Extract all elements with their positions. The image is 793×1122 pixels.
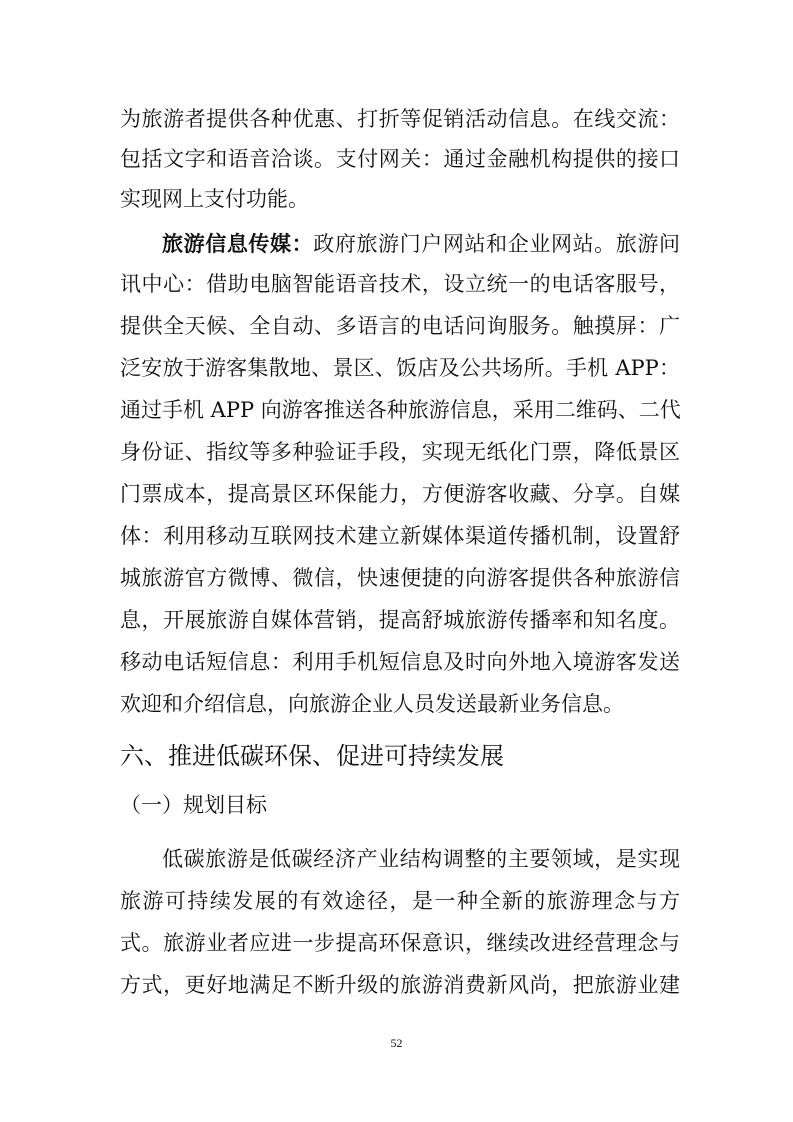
- section-heading: 六、推进低碳环保、促进可持续发展: [120, 742, 504, 770]
- body-line: 讯中心：借助电脑智能语音技术，设立统一的电话客服号，: [120, 272, 680, 296]
- page-number: 52: [390, 1036, 403, 1050]
- body-line: 包括文字和语音洽谈。支付网关：通过金融机构提供的接口: [120, 147, 680, 171]
- body-line: 方式，更好地满足不断升级的旅游消费新风尚，把旅游业建: [120, 973, 680, 997]
- body-line: 息，开展旅游自媒体营销，提高舒城旅游传播率和知名度。: [120, 608, 680, 632]
- body-line: 提供全天候、全自动、多语言的电话问询服务。触摸屏：广: [120, 314, 680, 338]
- body-line: 城旅游官方微博、微信，快速便捷的向游客提供各种旅游信: [120, 566, 680, 590]
- body-line: 泛安放于游客集散地、景区、饭店及公共场所。手机 APP：: [120, 356, 680, 380]
- body-line: 式。旅游业者应进一步提高环保意识，继续改进经营理念与: [120, 931, 680, 955]
- body-line: 旅游可持续发展的有效途径，是一种全新的旅游理念与方: [120, 889, 680, 913]
- body-text: 政府旅游门户网站和企业网站。旅游问: [313, 232, 681, 256]
- subsection-heading: （一）规划目标: [120, 793, 267, 817]
- bold-term: 旅游信息传媒：: [162, 232, 314, 256]
- body-line: 移动电话短信息：利用手机短信息及时向外地入境游客发送: [120, 650, 680, 674]
- paragraph-first-line: [162, 230, 680, 258]
- body-line: 通过手机 APP 向游客推送各种旅游信息，采用二维码、二代: [120, 398, 681, 422]
- body-line: 身份证、指纹等多种验证手段，实现无纸化门票，降低景区: [120, 440, 680, 464]
- body-line: 体：利用移动互联网技术建立新媒体渠道传播机制，设置舒: [120, 524, 680, 548]
- body-line: 为旅游者提供各种优惠、打折等促销活动信息。在线交流：: [120, 107, 680, 131]
- body-line: 欢迎和介绍信息，向旅游企业人员发送最新业务信息。: [120, 692, 624, 716]
- paragraph-first-line: 低碳旅游是低碳经济产业结构调整的主要领域，是实现: [162, 847, 680, 871]
- body-line: 实现网上支付功能。: [120, 187, 309, 211]
- body-line: 门票成本，提高景区环保能力，方便游客收藏、分享。自媒: [120, 482, 680, 506]
